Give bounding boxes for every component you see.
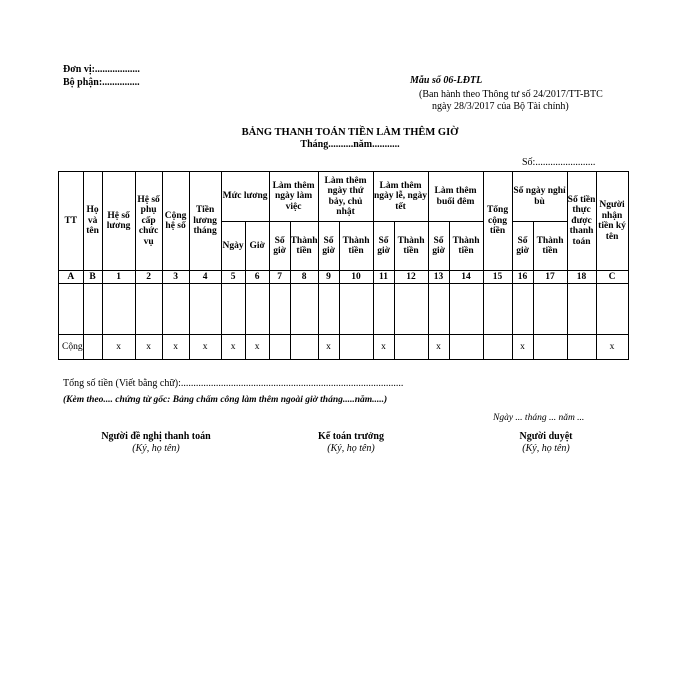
header-lam-them-thu-bay: Làm thêm ngày thứ bảy, chủ nhật [318, 172, 373, 222]
index-cell: 5 [221, 271, 245, 284]
total-cell: x [373, 335, 394, 360]
header-lam-them-buoi-dem: Làm thêm buổi đêm [428, 172, 483, 222]
kem-theo-line: (Kèm theo.... chứng từ gốc: Bảng chấm công làm thêm ngoài giờ tháng.....năm.....) [63, 395, 388, 405]
total-cell: x [512, 335, 533, 360]
don-vi-label: Đơn vị:.................. [63, 64, 140, 75]
table-cell [373, 284, 394, 335]
table-cell [269, 284, 290, 335]
signature-title: Người đề nghị thanh toán [101, 431, 211, 442]
signature-chief-accountant [266, 431, 436, 454]
total-cell [83, 335, 102, 360]
table-cell [596, 284, 628, 335]
table-cell [449, 284, 483, 335]
signature-title: Kế toán trưởng [318, 431, 384, 442]
index-cell: 7 [269, 271, 290, 284]
table-cell [512, 284, 533, 335]
header-nguoi-nhan-tien: Người nhận tiền ký tên [596, 172, 628, 271]
total-cell [533, 335, 567, 360]
table-cell [483, 284, 512, 335]
so-chung-tu: Số:........................ [522, 157, 596, 168]
signature-note: (Ký, họ tên) [132, 443, 180, 454]
ban-hanh-line-1: (Ban hành theo Thông tư số 24/2017/TT-BTC [419, 89, 603, 100]
index-cell: 15 [483, 271, 512, 284]
table-cell [135, 284, 162, 335]
index-cell: 12 [394, 271, 428, 284]
index-row [59, 271, 629, 284]
index-cell: 4 [189, 271, 221, 284]
index-cell: 3 [162, 271, 189, 284]
total-cell [290, 335, 318, 360]
table-cell [221, 284, 245, 335]
table-cell [533, 284, 567, 335]
page-title: BẢNG THANH TOÁN TIỀN LÀM THÊM GIỜ [241, 127, 459, 138]
table-cell [428, 284, 449, 335]
header-tong-cong-tien: Tổng cộng tiền [483, 172, 512, 271]
header-thanh-tien: Thành tiền [339, 222, 373, 271]
header-he-so-luong: Hệ số lương [102, 172, 135, 271]
index-cell: 16 [512, 271, 533, 284]
total-cell: x [245, 335, 269, 360]
header-so-ngay-nghi-bu: Số ngày nghỉ bù [512, 172, 567, 222]
total-cell: x [135, 335, 162, 360]
index-cell: 14 [449, 271, 483, 284]
index-cell: 6 [245, 271, 269, 284]
total-cell: x [102, 335, 135, 360]
header-thanh-tien: Thành tiền [533, 222, 567, 271]
header-so-gio: Số giờ [428, 222, 449, 271]
header-thanh-tien: Thành tiền [449, 222, 483, 271]
header-so-gio: Số giờ [318, 222, 339, 271]
header-thanh-tien: Thành tiền [290, 222, 318, 271]
index-cell: 2 [135, 271, 162, 284]
total-row [59, 335, 629, 360]
signature-approver [461, 431, 631, 454]
signature-title: Người duyệt [519, 431, 573, 442]
page-subtitle: Tháng..........năm........... [300, 139, 400, 150]
table-row [59, 284, 629, 335]
header-muc-luong: Mức lương [221, 172, 269, 222]
header-so-gio: Số giờ [512, 222, 533, 271]
header-ho-va-ten: Họ và tên [83, 172, 102, 271]
total-cell [269, 335, 290, 360]
total-cell: x [318, 335, 339, 360]
header-lam-them-ngay-lam-viec: Làm thêm ngày làm việc [269, 172, 318, 222]
table-cell [59, 284, 84, 335]
table-cell [83, 284, 102, 335]
total-cell [567, 335, 596, 360]
total-cell [449, 335, 483, 360]
header-muc-ngay: Ngày [221, 222, 245, 271]
table-cell [245, 284, 269, 335]
index-cell: 13 [428, 271, 449, 284]
header-he-so-phu-cap: Hệ số phụ cấp chức vụ [135, 172, 162, 271]
index-cell: 11 [373, 271, 394, 284]
index-cell: B [83, 271, 102, 284]
index-cell: 18 [567, 271, 596, 284]
table-cell [339, 284, 373, 335]
header-tien-luong-thang: Tiền lương tháng [189, 172, 221, 271]
signature-note: (Ký, họ tên) [522, 443, 570, 454]
tong-so-tien-line: Tổng số tiền (Viết bằng chữ):......................................................................................... [63, 378, 404, 389]
bo-phan-label: Bộ phận:............... [63, 77, 140, 88]
index-cell: 9 [318, 271, 339, 284]
index-cell: A [59, 271, 84, 284]
signature-note: (Ký, họ tên) [327, 443, 375, 454]
overtime-payment-table [58, 171, 629, 360]
index-cell: 1 [102, 271, 135, 284]
total-cell [339, 335, 373, 360]
total-cell: x [428, 335, 449, 360]
header-tt: TT [59, 172, 84, 271]
table-cell [318, 284, 339, 335]
total-cell [394, 335, 428, 360]
ngay-thang-line: Ngày ... tháng ... năm ... [493, 413, 585, 423]
mau-so-label: Mẫu số 06-LĐTL [410, 75, 483, 86]
ban-hanh-line-2: ngày 28/3/2017 của Bộ Tài chính) [432, 101, 569, 112]
index-cell: 10 [339, 271, 373, 284]
header-so-gio: Số giờ [269, 222, 290, 271]
total-label: Cộng [59, 335, 84, 360]
header-so-gio: Số giờ [373, 222, 394, 271]
table-cell [290, 284, 318, 335]
index-cell: 17 [533, 271, 567, 284]
index-cell: 8 [290, 271, 318, 284]
index-cell: C [596, 271, 628, 284]
signature-requester [71, 431, 241, 454]
total-cell: x [596, 335, 628, 360]
header-thanh-tien: Thành tiền [394, 222, 428, 271]
header-lam-them-ngay-le: Làm thêm ngày lễ, ngày tết [373, 172, 428, 222]
total-cell: x [162, 335, 189, 360]
table-cell [189, 284, 221, 335]
table-cell [394, 284, 428, 335]
table-cell [102, 284, 135, 335]
total-cell [483, 335, 512, 360]
header-cong-he-so: Cộng hệ số [162, 172, 189, 271]
header-so-tien-thuc-duoc: Số tiền thực được thanh toán [567, 172, 596, 271]
total-cell: x [221, 335, 245, 360]
header-muc-gio: Giờ [245, 222, 269, 271]
table-cell [162, 284, 189, 335]
total-cell: x [189, 335, 221, 360]
table-cell [567, 284, 596, 335]
